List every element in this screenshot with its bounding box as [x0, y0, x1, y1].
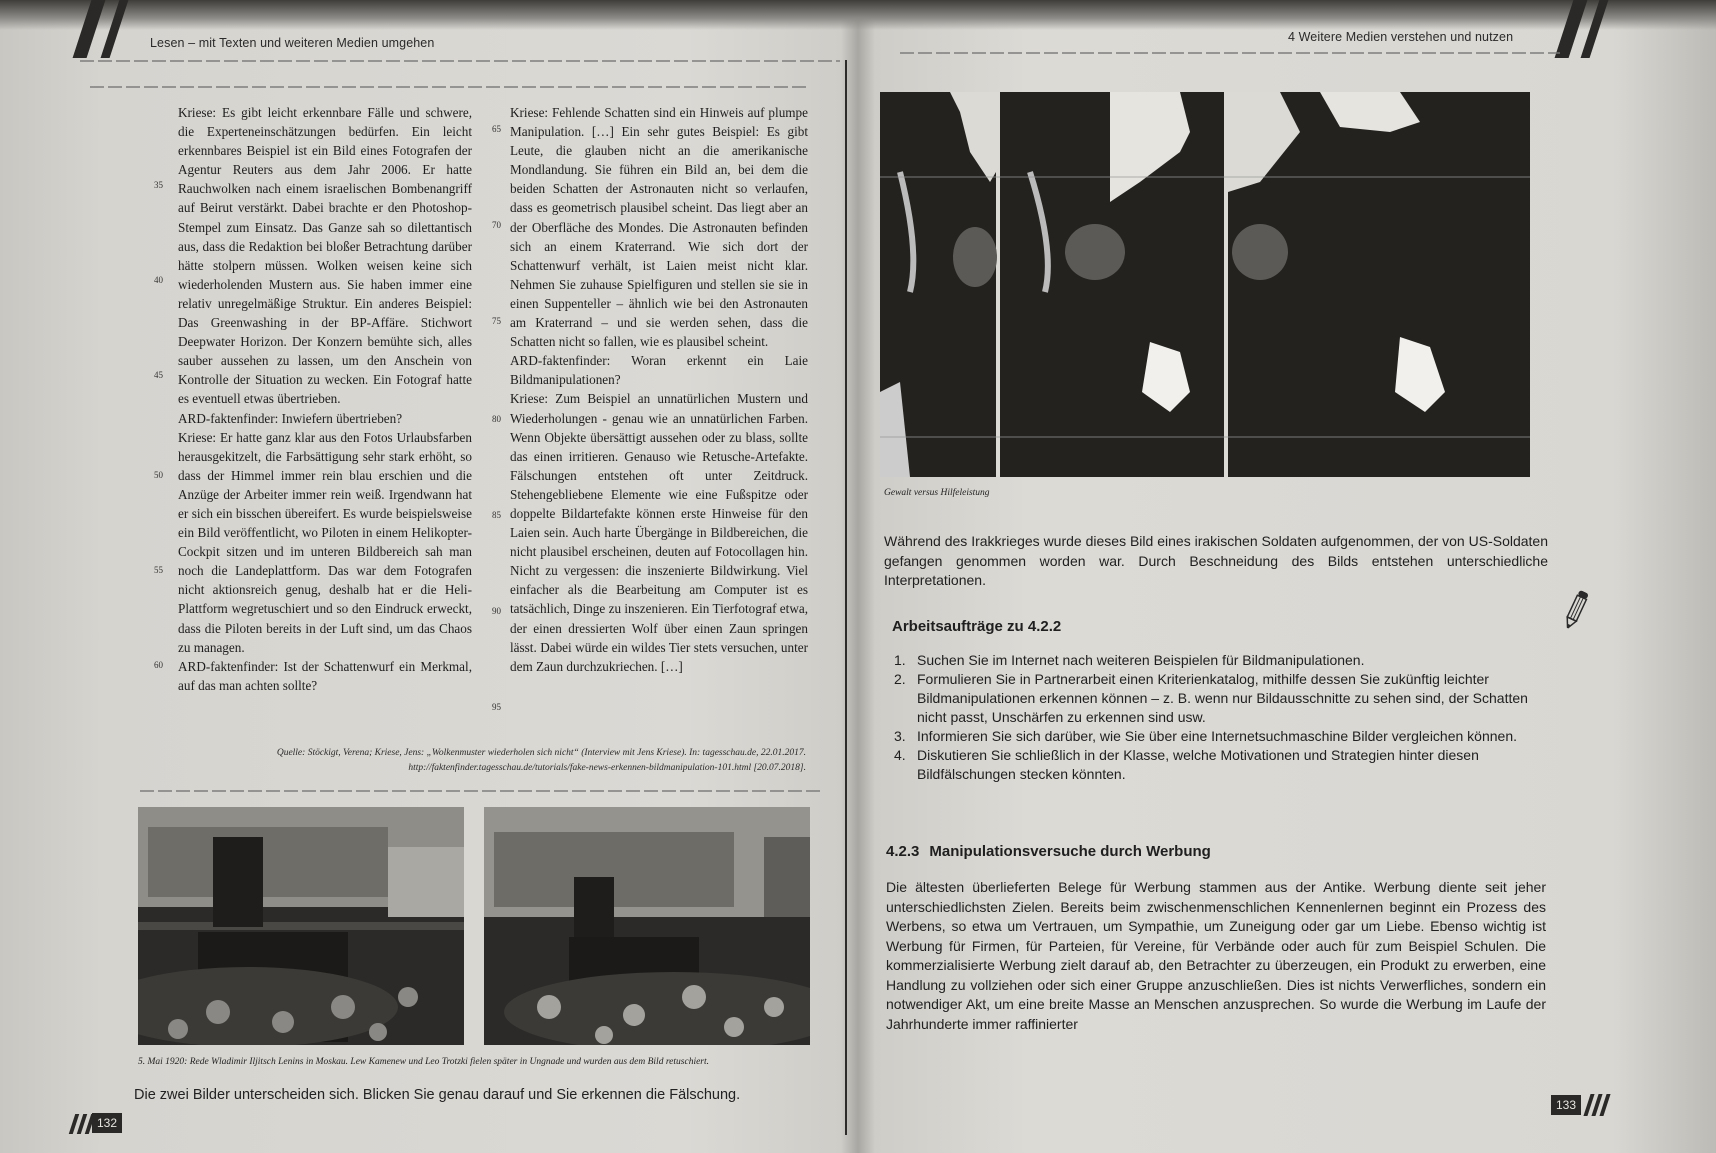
section-heading — [886, 843, 1211, 860]
line-number: 60 — [154, 660, 163, 670]
line-number: 50 — [154, 470, 163, 480]
top-shadow — [0, 0, 1716, 30]
header-rule — [90, 86, 810, 88]
paragraph: Kriese: Es gibt leicht erkennbare Fälle und schwere, die Experteneinschätzungen bedürfen. Ein leicht erkennbares Beispiel ist ein Bild eines Fotografen der Agentur Reuters aus dem Jahr 2006. Er hatte Rauchwolken nach einem israelischen Bombenangriff auf Beirut verstärkt. Dabei brachte er den Photoshop-Stempel zum Einsatz. Das Ganze sah so dilettantisch aus, dass die Redaktion bei bloßer Betrachtung darüber hätte stolpern müssen. Wolken weisen keine sich wiederholenden Mustern aus. Sie haben immer eine relativ unregelmäßige Struktur. Ein anderes Beispiel: Das Greenwashing in der BP-Affäre. Stichwort Deepwater Horizon. Der Konzern bemühte sich, alles sauber aussehen zu lassen, um den Anschein von Kontrolle der Situation zu wecken. Ein Fotograf hatte es eventuell etwas übertrieben. — [178, 105, 472, 407]
photo-caption-soldier: Gewalt versus Hilfeleistung — [884, 488, 990, 498]
paragraph: Kriese: Fehlende Schatten sind ein Hinweis auf plumpe Manipulation. […] Ein sehr gutes Beispiel: Es gibt Leute, die glauben nicht an die amerikanische Mondlandung. Sie führen ein Bild an, bei dem die beiden Schatten der Astronauten nicht so verlaufen, dass es geometrisch plausibel scheint. Das liegt aber an der Oberfläche des Mondes. Die Astronauten befinden sich an einem Kraterrand. Wie sich dort der Schattenwurf verhält, ist Laien meist nicht klar. Nehmen Sie zuhause Spielfiguren und stellen sie sie in einen Suppenteller – ähnlich wie bei den Astronauten am Kraterrand – und sie werden sehen, dass die Schatten nicht so fallen, wie es plausibel scheint. — [510, 105, 808, 350]
line-number: 65 — [492, 124, 501, 134]
task-text: Informieren Sie sich darüber, wie Sie über eine Internetsuchmaschine Bilder vergleichen können. — [917, 728, 1518, 744]
header-rule — [80, 60, 840, 62]
photo-iraqi-soldier-triptych — [880, 92, 1530, 477]
line-number: 45 — [154, 370, 163, 380]
task-number: 1. — [894, 652, 906, 668]
source-url: http://faktenfinder.tagesschau.de/tutorials/fake-news-erkennen-bildmanipulation-101.html [20.07.2018]. — [408, 763, 806, 773]
line-number: 95 — [492, 702, 501, 712]
line-number: 80 — [492, 414, 501, 424]
header-rule — [900, 52, 1560, 54]
running-head-left: Lesen – mit Texten und weiteren Medien umgehen — [150, 36, 435, 50]
line-number: 75 — [492, 316, 501, 326]
task-text: Formulieren Sie in Partnerarbeit einen Kriterienkatalog, mithilfe dessen Sie zukünftig leichter Bildmanipulationen erkennen können – z. B. wenn nur Bildausschnitte zu sehen sind, der Schatten nicht passt, Unschärfen zu erkennen sind usw. — [917, 671, 1528, 725]
photo-lenin-original — [138, 807, 464, 1045]
line-number: 70 — [492, 220, 501, 230]
task-item — [894, 746, 1548, 784]
article-column-2 — [510, 103, 808, 676]
article-column-1 — [178, 103, 472, 695]
paragraph: ARD-faktenfinder: Ist der Schattenwurf ein Merkmal, auf das man achten sollte? — [178, 658, 472, 693]
line-number: 55 — [154, 565, 163, 575]
task-text: Diskutieren Sie schließlich in der Klasse, welche Motivationen und Strategien hinter diesen Bildfälschungen stecken könnten. — [917, 747, 1479, 782]
line-number: 85 — [492, 510, 501, 520]
tasks-heading: Arbeitsaufträge zu 4.2.2 — [892, 618, 1062, 635]
paragraph: ARD-faktenfinder: Inwiefern übertrieben? — [178, 410, 403, 426]
section-title: Manipulationsversuche durch Werbung — [929, 843, 1211, 860]
paragraph: Kriese: Er hatte ganz klar aus den Fotos Urlaubsfarben herausgekitzelt, die Farbsättigung sehr stark erhöht, so dass der Himmel immer rein blau erschien und die Anzüge der Arbeiter immer rein weiß. Irgendwann hat er sich ein bisschen übereifert. Es wurde beispielsweise ein Bild veröffentlicht, wo Piloten in einem Helikopter-Cockpit sitzen und im unteren Bildbereich sah man noch die Landeplattform. Das war dem Fotografen nicht aktionsreich genug, deshalb hat er die Heli-Plattform wegretuschiert und so den Eindruck erweckt, dass die Piloten bereits in der Luft sind, um das Chaos zu managen. — [178, 429, 472, 655]
source-line: Quelle: Stöckigt, Verena; Kriese, Jens: „Wolkenmuster wiederholen sich nicht“ (Interview mit Jens Kriese). In: tagesschau.de, 22.01.2017. — [276, 748, 806, 758]
line-number: 35 — [154, 180, 163, 190]
running-head-right: 4 Weitere Medien verstehen und nutzen — [1288, 30, 1514, 44]
section-number: 4.2.3 — [886, 843, 920, 860]
photo-caption-lenin: 5. Mai 1920: Rede Wladimir Iljitsch Lenins in Moskau. Lew Kamenew und Leo Trotzki fielen später in Ungnade und wurden aus dem Bild retuschiert. — [138, 1057, 710, 1067]
line-number: 90 — [492, 606, 501, 616]
pencil-icon — [1560, 588, 1591, 631]
gutter — [845, 60, 847, 1135]
source-rule — [140, 790, 820, 792]
page-number-left: 132 — [92, 1113, 122, 1133]
photo-lenin-retouched — [484, 807, 810, 1045]
comparison-note: Die zwei Bilder unterscheiden sich. Blicken Sie genau darauf und Sie erkennen die Fälschung. — [134, 1087, 741, 1103]
line-number: 40 — [154, 275, 163, 285]
section-body: Die ältesten überlieferten Belege für Werbung stammen aus der Antike. Werbung diente seit jeher unterschiedlichsten Zielen. Bereits beim zwischenmenschlichen Kennenlernen beginnt ein Prozess des Werbens, so etwa um Vertrauen, um Sympathie, um Zuneigung oder gar um Liebe. Ebenso wichtig ist Werbung für Firmen, für Parteien, für Vereine, für Verbände oder auch für zum Beispiel Schulen. Die kommerzialisierte Werbung zielt darauf ab, den Betrachter zu überzeugen, ein Produkt zu erwerben, eine Handlung zu vollziehen oder sich einer Gruppe anzuschließen. Dies ist nichts Verwerfliches, sondern ein notwendiger Akt, um eine breite Masse an Menschen anzusprechen. So wurde die Werbung im Laufe der Jahrhunderte immer raffinierter — [886, 879, 1546, 1032]
source-citation — [200, 746, 806, 776]
intro-paragraph: Während des Irakkrieges wurde dieses Bild eines irakischen Soldaten aufgenommen, der von US-Soldaten gefangen genommen worden war. Durch Beschneidung des Bilds entstehen unterschiedliche Interpretationen. — [884, 533, 1548, 588]
task-item — [894, 651, 1548, 670]
task-number: 3. — [894, 728, 906, 744]
task-text: Suchen Sie im Internet nach weiteren Beispielen für Bildmanipulationen. — [917, 652, 1365, 668]
task-item — [894, 727, 1548, 746]
task-number: 2. — [894, 671, 906, 687]
paragraph: Kriese: Zum Beispiel an unnatürlichen Mustern und Wiederholungen - genau wie an unnatürlichen Farben. Wenn Objekte übersättigt aussehen oder zu blass, sollte das einen irritieren. Genauso wie Retusche-Artefakte. Fälschungen entstehen oft unter Zeitdruck. Stehengebliebene Elemente wie eine Fußspitze oder doppelte Bildartefakte können erste Hinweise für den Laien sein. Auch harte Übergänge in Bildbereichen, die nicht plausibel erscheinen, deuten auf Fotocollagen hin. Nicht zu vergessen: die inszenierte Bildwirkung. Viel einfacher als die Bearbeitung am Computer ist es tatsächlich, Dinge zu inszenieren. Ein Tierfotograf etwa, der einen dressierten Wolf über einen Zaun springen lässt. Dabei würde ein wildes Tier stets versuchen, unter dem Zaun durchzukriechen. […] — [510, 391, 808, 674]
task-list — [894, 651, 1548, 784]
task-number: 4. — [894, 747, 906, 763]
task-item — [894, 670, 1548, 727]
page-number-right: 133 — [1551, 1095, 1581, 1115]
paragraph: ARD-faktenfinder: Woran erkennt ein Laie Bildmanipulationen? — [510, 353, 808, 388]
